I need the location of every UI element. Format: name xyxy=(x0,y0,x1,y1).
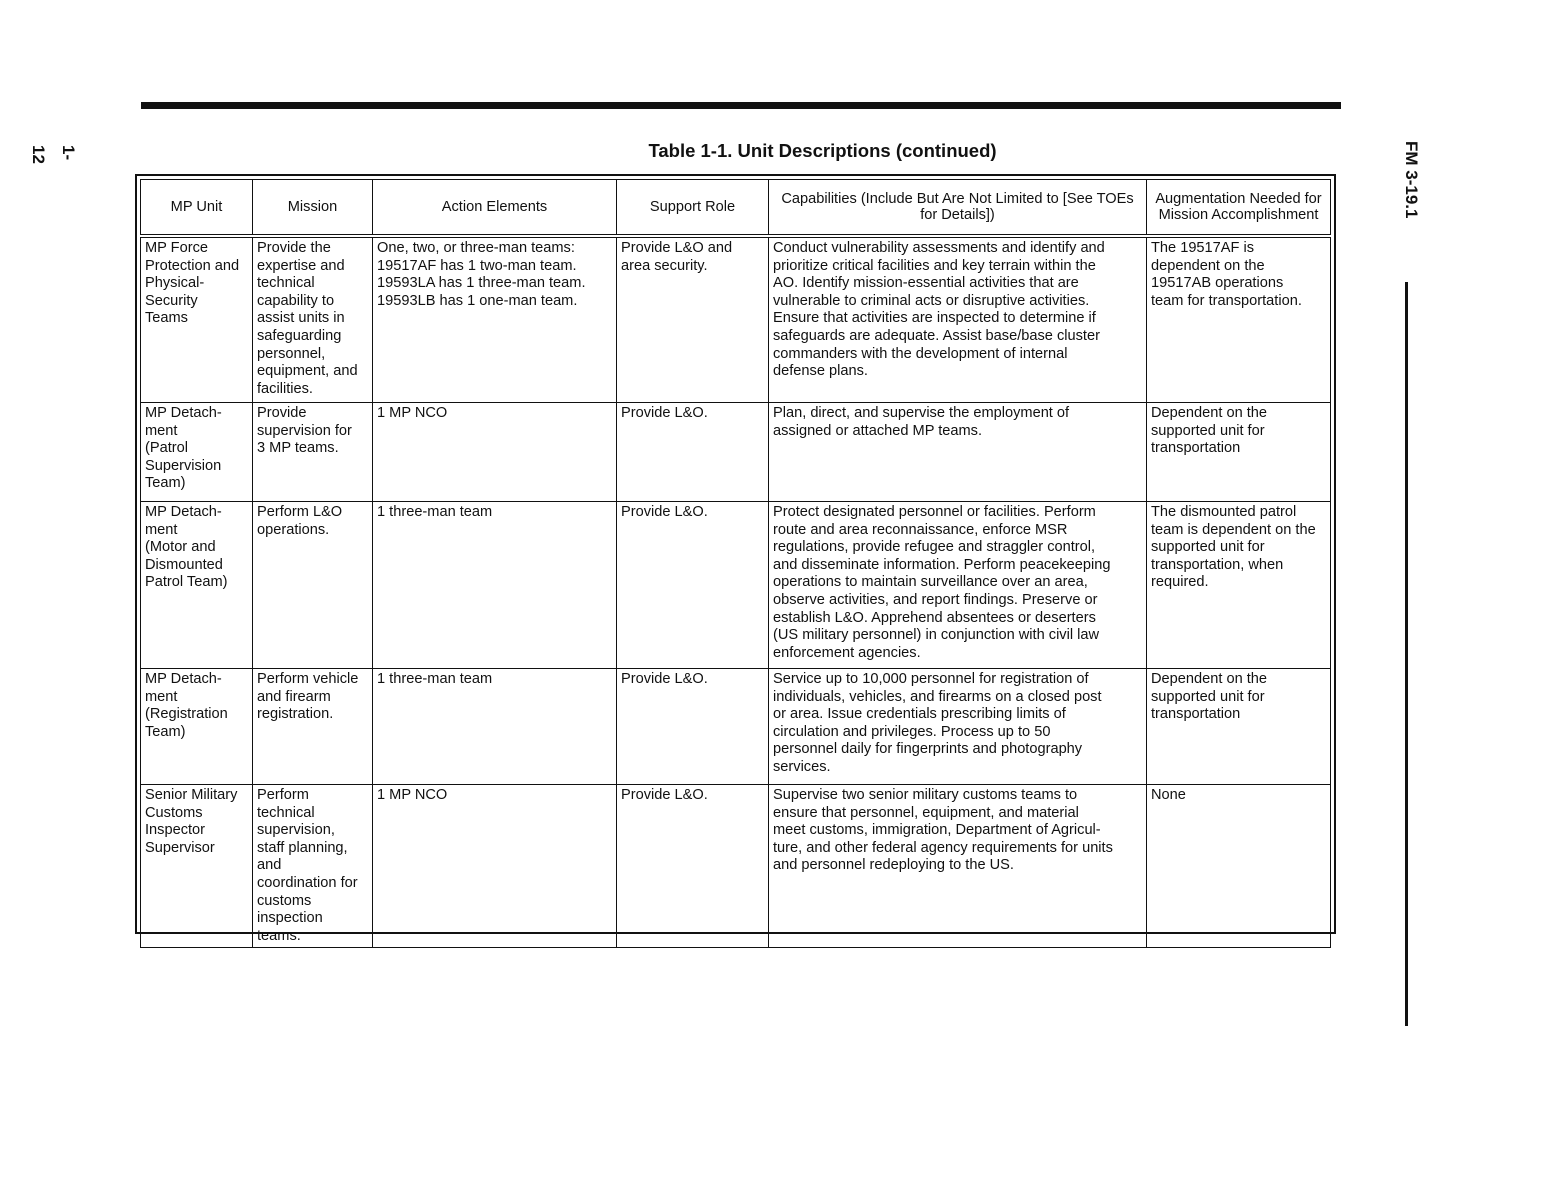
cell-action-elements: 1 three-man team xyxy=(373,669,617,785)
cell-action-elements: 1 three-man team xyxy=(373,502,617,669)
cell-capabilities: Service up to 10,000 personnel for registration of individuals, vehicles, and firearms on a closed post or area. Issue credentials prescribing limits of circulation and privileges. Process up to 50 personnel daily for fingerprints and photography services. xyxy=(769,669,1147,785)
cell-mission: Perform vehicle and firearm registration. xyxy=(253,669,373,785)
cell-unit: MP Force Protection and Physical- Security Teams xyxy=(141,236,253,403)
header-capabilities: Capabilities (Include But Are Not Limited to [See TOEs for Details]) xyxy=(769,180,1147,237)
header-mp-unit: MP Unit xyxy=(141,180,253,237)
cell-mission: Perform technical supervision, staff planning, and coordination for customs inspection teams. xyxy=(253,785,373,948)
table-row xyxy=(141,785,1331,948)
cell-unit: MP Detach- ment (Patrol Supervision Team) xyxy=(141,403,253,502)
document-id: FM 3-19.1 xyxy=(1402,141,1421,219)
cell-action-elements: One, two, or three-man teams: 19517AF has 1 two-man team. 19593LA has 1 three-man team. 19593LB has 1 one-man team. xyxy=(373,236,617,403)
cell-augmentation: Dependent on the supported unit for transportation xyxy=(1147,403,1331,502)
top-rule xyxy=(141,102,1341,109)
cell-capabilities: Protect designated personnel or facilities. Perform route and area reconnaissance, enforce MSR regulations, provide refugee and straggler control, and disseminate information. Perform peacekeeping operations to maintain surveillance over an area, observe activities, and report findings. Preserve or establish L&O. Apprehend absentees or deserters (US military personnel) in conjunction with civil law enforcement agencies. xyxy=(769,502,1147,669)
unit-descriptions-table xyxy=(140,179,1331,948)
header-augmentation: Augmentation Needed for Mission Accomplishment xyxy=(1147,180,1331,237)
header-support-role: Support Role xyxy=(617,180,769,237)
table-header-row xyxy=(141,180,1331,237)
cell-support-role: Provide L&O. xyxy=(617,669,769,785)
cell-mission: Provide supervision for 3 MP teams. xyxy=(253,403,373,502)
unit-descriptions-table-frame xyxy=(135,174,1336,944)
page-number: 1-12 xyxy=(29,145,78,164)
cell-support-role: Provide L&O. xyxy=(617,785,769,948)
table-row xyxy=(141,403,1331,502)
table-row xyxy=(141,236,1331,403)
table-title: Table 1-1. Unit Descriptions (continued) xyxy=(648,140,997,161)
cell-augmentation: The 19517AF is dependent on the 19517AB operations team for transportation. xyxy=(1147,236,1331,403)
cell-support-role: Provide L&O. xyxy=(617,502,769,669)
cell-support-role: Provide L&O and area security. xyxy=(617,236,769,403)
cell-capabilities: Supervise two senior military customs teams to ensure that personnel, equipment, and material meet customs, immigration, Department of Agricul- ture, and other federal agency requirements for units and personnel redeploying to the US. xyxy=(769,785,1147,948)
cell-support-role: Provide L&O. xyxy=(617,403,769,502)
cell-unit: Senior Military Customs Inspector Supervisor xyxy=(141,785,253,948)
cell-capabilities: Plan, direct, and supervise the employment of assigned or attached MP teams. xyxy=(769,403,1147,502)
cell-mission: Provide the expertise and technical capability to assist units in safeguarding personnel, equipment, and facilities. xyxy=(253,236,373,403)
cell-unit: MP Detach- ment (Motor and Dismounted Patrol Team) xyxy=(141,502,253,669)
cell-mission: Perform L&O operations. xyxy=(253,502,373,669)
cell-unit: MP Detach- ment (Registration Team) xyxy=(141,669,253,785)
cell-action-elements: 1 MP NCO xyxy=(373,785,617,948)
cell-action-elements: 1 MP NCO xyxy=(373,403,617,502)
header-mission: Mission xyxy=(253,180,373,237)
header-action-elements: Action Elements xyxy=(373,180,617,237)
side-change-bar xyxy=(1405,282,1408,1026)
cell-augmentation: None xyxy=(1147,785,1331,948)
table-row xyxy=(141,669,1331,785)
cell-capabilities: Conduct vulnerability assessments and identify and prioritize critical facilities and key terrain within the AO. Identify mission-essential activities that are vulnerable to criminal acts or disruptive activities. Ensure that activities are inspected to determine if safeguards are adequate. Assist base/base cluster commanders with the development of internal defense plans. xyxy=(769,236,1147,403)
table-row xyxy=(141,502,1331,669)
cell-augmentation: Dependent on the supported unit for transportation xyxy=(1147,669,1331,785)
cell-augmentation: The dismounted patrol team is dependent on the supported unit for transportation, when required. xyxy=(1147,502,1331,669)
